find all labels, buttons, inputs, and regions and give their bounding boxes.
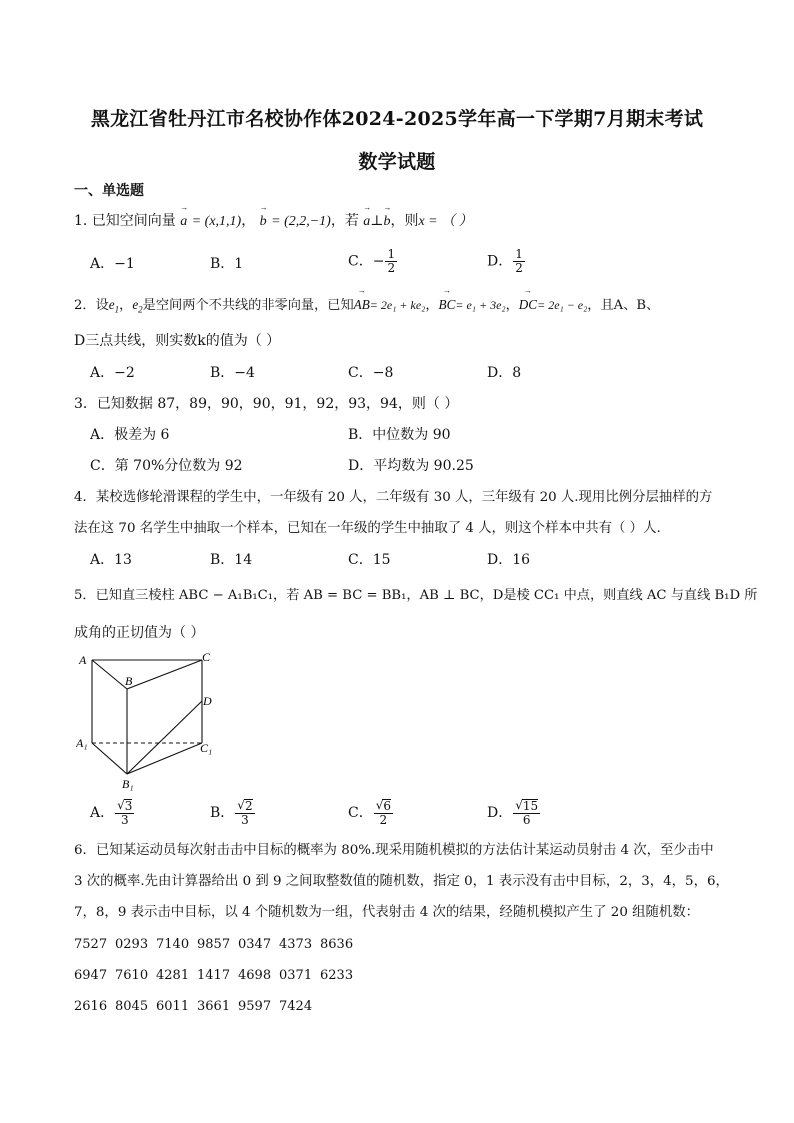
random-number: 7527 — [74, 937, 108, 952]
q5-option-b-root: 2 — [244, 799, 253, 813]
vector-a: → a — [180, 213, 187, 231]
random-number: 7610 — [115, 968, 149, 983]
question-6-stem-line1: 6．已知某运动员每次射击击中目标的概率为 80%.现采用随机模拟的方法估计某运动员射击 4 次，至少击中 — [74, 843, 714, 858]
q5-option-c-den: 2 — [379, 813, 388, 827]
random-number-row-2 — [74, 968, 361, 983]
q1-option-d-label: D． — [487, 253, 513, 270]
q4-option-b: B．14 — [210, 552, 253, 568]
vector-dc: → DC — [519, 296, 537, 314]
q5-option-d-fraction: √ 15 6 — [515, 798, 539, 827]
q1-option-c-den: 2 — [387, 261, 396, 275]
exam-title: 黑龙江省牡丹江市名校协作体2024-2025学年高一下学期7月期末考试 — [90, 108, 704, 130]
random-number: 0347 — [238, 937, 272, 952]
q1-option-d-fraction — [513, 248, 525, 275]
q2-bc-expr: = e₁ + 3e₂ — [455, 298, 506, 312]
q3-option-c: C．第 70%分位数为 92 — [90, 458, 243, 474]
vector-b: → b — [260, 213, 267, 231]
prism-figure — [76, 648, 221, 793]
q5-option-a-fraction: √ 3 3 — [117, 798, 133, 827]
q5-option-a-den: 3 — [120, 813, 129, 827]
question-5-stem-line1: 5．已知直三棱柱 ABC − A₁B₁C₁，若 AB = BC = BB₁，AB ⊥ BC，D是棱 CC₁ 中点，则直线 AC 与直线 B₁D 所 — [74, 588, 758, 603]
vector-bc: → BC — [439, 296, 456, 314]
q5-option-d-label: D． — [487, 805, 513, 821]
vector-a-2: → a — [363, 213, 370, 231]
random-number: 9597 — [238, 999, 272, 1014]
random-number: 1417 — [197, 968, 231, 983]
random-number: 6011 — [156, 999, 190, 1014]
vertex-label-a: A — [79, 653, 87, 667]
q1-option-d-den: 2 — [515, 261, 523, 275]
vertex-label-b: B — [125, 674, 133, 688]
question-4-stem-line2: 法在这 70 名学生中抽取一个样本，已知在一年级的学生中抽取了 4 人，则这个样本中共有（ ）人. — [74, 521, 661, 536]
q4-option-d: D．16 — [487, 552, 531, 568]
q2-dc-expr: = 2e₁ − e₂ — [537, 298, 588, 312]
q1-option-d — [487, 248, 526, 275]
exam-subtitle: 数学试题 — [358, 151, 436, 173]
q5-option-b-label: B． — [210, 805, 235, 821]
q1-text-d: x = （ ） — [418, 214, 473, 229]
vertex-label-c1: C₁ — [200, 741, 213, 755]
question-3-stem: 3．已知数据 87，89，90，90，91，92，93，94，则（ ） — [74, 396, 459, 412]
q1-option-c-fraction — [385, 248, 397, 275]
q5-option-c-fraction: √ 6 2 — [375, 798, 392, 827]
question-2-stem-line1: 2．设$e_1$，$e_2$是空间两个不共线的非零向量，已知→ AB= 2e₁ + ke₂，→ BC= e₁ + 3e₂，→ DC= 2e₁ − e₂，且A、B、 — [74, 296, 724, 319]
question-6-stem-line3: 7，8，9 表示击中目标，以 4 个随机数为一组，代表射击 4 次的结果，经随机模拟产生了 20 组随机数： — [74, 905, 700, 920]
question-2-stem-line2: D三点共线，则实数k的值为（ ） — [74, 333, 281, 349]
q5-option-b — [210, 799, 256, 827]
q5-option-b-den: 3 — [241, 813, 249, 827]
vertex-label-b1: B₁ — [122, 777, 134, 791]
q1-option-c-label: C．− — [348, 253, 385, 270]
random-number: 2616 — [74, 999, 108, 1014]
random-number: 6947 — [74, 968, 108, 983]
q1-eq1: = (x,1,1) — [191, 214, 242, 229]
random-number: 4373 — [279, 937, 313, 952]
random-number: 8636 — [320, 937, 354, 952]
vector-b-2: → b — [383, 213, 390, 231]
random-number: 7140 — [156, 937, 190, 952]
random-number: 0293 — [115, 937, 149, 952]
q5-option-a-root: 3 — [124, 799, 133, 813]
q1-option-a: A．−1 — [90, 256, 135, 272]
q2-text-c: 是空间两个不共线的非零向量，已知 — [142, 298, 354, 313]
question-6-stem-line2: 3 次的概率.先由计算器给出 0 到 9 之间取整数值的随机数，指定 0，1 表示没有击中目标，2，3，4，5，6， — [74, 874, 729, 889]
q1-number: 1. — [74, 213, 88, 229]
q2-ab-expr: = 2e₁ + ke₂ — [369, 298, 426, 312]
q1-option-c — [348, 248, 398, 275]
q1-option-c-num: 1 — [387, 247, 396, 261]
random-number: 4281 — [156, 968, 190, 983]
q5-option-d-root: 15 — [522, 799, 539, 813]
q5-option-d-den: 6 — [522, 813, 531, 827]
vertex-label-a1: A₁ — [76, 736, 88, 750]
q1-text-c: ，则 — [390, 213, 419, 229]
vector-e1: $e_1$ — [108, 297, 120, 315]
random-number-row-3 — [74, 999, 320, 1014]
q3-option-a: A．极差为 6 — [90, 427, 170, 443]
question-4-stem-line1: 4．某校选修轮滑课程的学生中，一年级有 20 人，二年级有 30 人，三年级有 20 人.现用比例分层抽样的方 — [74, 490, 713, 505]
q2-text-d: ，且A、B、 — [587, 298, 660, 313]
q2-option-a: A．−2 — [90, 365, 135, 381]
q5-option-b-fraction: √ 2 3 — [237, 798, 253, 827]
vector-e2: $e_2$ — [132, 297, 143, 315]
section-heading: 一、单选题 — [74, 183, 144, 199]
q2-option-d: D．8 — [487, 365, 522, 381]
question-1-stem: 1. 已知空间向量 → a = (x,1,1)， → b = (2,2,−1)，若 → a⊥→ b，则x = （ ） — [74, 212, 724, 231]
random-number: 8045 — [115, 999, 149, 1014]
q5-option-a-label: A． — [90, 805, 115, 821]
vector-ab: → AB — [354, 296, 370, 314]
random-number: 0371 — [279, 968, 313, 983]
q1-option-d-num: 1 — [515, 247, 523, 261]
q1-option-b: B．1 — [210, 256, 244, 272]
random-number: 6233 — [320, 968, 354, 983]
vertex-label-c: C — [202, 650, 211, 664]
q1-text-b: ，若 — [330, 213, 359, 229]
q5-option-d — [487, 799, 541, 827]
q3-option-d: D．平均数为 90.25 — [348, 458, 474, 474]
question-5-stem-line2: 成角的正切值为（ ） — [74, 625, 205, 641]
q2-text-b: ， — [119, 298, 133, 313]
q2-text-a: 2．设 — [74, 298, 109, 313]
q2-option-c: C．−8 — [348, 365, 394, 381]
q4-option-c: C．15 — [348, 552, 391, 568]
q5-option-c-label: C． — [348, 805, 373, 821]
random-number: 3661 — [197, 999, 231, 1014]
q5-option-c-root: 6 — [383, 799, 392, 813]
random-number-row-1 — [74, 937, 361, 952]
random-number: 4698 — [238, 968, 272, 983]
q2-option-b: B．−4 — [210, 365, 255, 381]
q4-option-a: A．13 — [90, 552, 132, 568]
random-number: 9857 — [197, 937, 231, 952]
q3-option-b: B．中位数为 90 — [348, 427, 451, 443]
q1-text-a: 已知空间向量 — [91, 213, 176, 229]
random-number: 7424 — [279, 999, 313, 1014]
vertex-label-d: D — [203, 694, 212, 708]
q5-option-c — [348, 799, 394, 827]
q1-eq2: = (2,2,−1) — [271, 214, 331, 229]
q5-option-a — [90, 799, 135, 827]
perp-symbol: ⊥ — [370, 213, 384, 229]
